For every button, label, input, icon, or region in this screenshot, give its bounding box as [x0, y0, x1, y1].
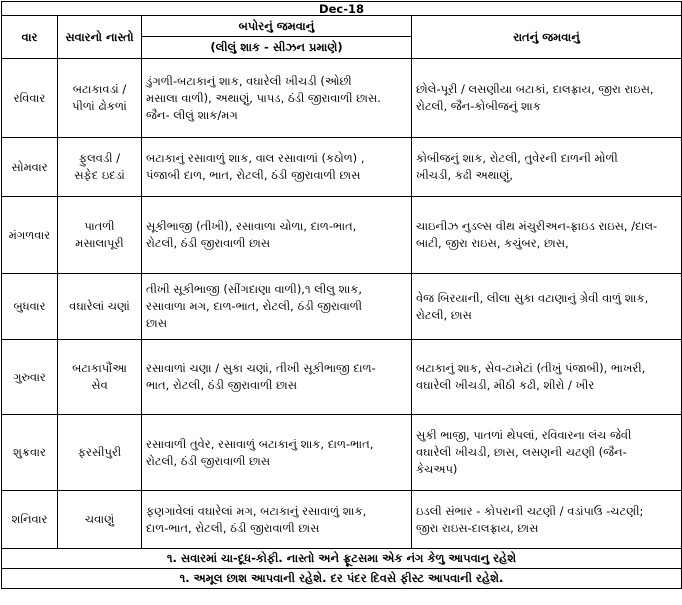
lunch-line: ફણગાવેલાં વઘારેલાં મગ, બટાકાનું રસાવાળું શાક, — [146, 503, 367, 518]
breakfast-line: સેવ — [91, 378, 108, 392]
lunch-line: બટાકાનું રસાવાળું શાક, વાલ રસાવાળાં (કઠોળ) , — [146, 151, 365, 165]
day-name: શનિવાર — [2, 491, 58, 549]
lunch-line: ડુંગળી-બટાકાનું શાક, વઘારેલી ખીચડી (ઓછી — [146, 73, 352, 88]
dinner-cell — [412, 59, 682, 138]
day-name: બુધવાર — [2, 274, 58, 340]
lunch-line: રસાવાળા મગ, દાળ-ભાત, રોટલી, ઠંડી જીરાવાળી — [146, 299, 363, 313]
dinner-cell — [412, 197, 682, 274]
dinner-line: ચાઇનીઝ નુડલ્સ વીથ મંચુરીઅન-ફ્રાઇડ રાઇસ, /દાલ- — [416, 219, 658, 233]
dinner-line: સુકી ભાજી, પાતળાં થેપલાં, રવિવારના લંચ જેવી — [416, 428, 632, 442]
lunch-cell — [142, 138, 412, 197]
title-row — [2, 2, 682, 16]
day-row-friday — [2, 415, 682, 491]
header-dinner: રાતનું જમવાનું — [412, 16, 682, 59]
breakfast-line: ફુલવડી / — [78, 151, 121, 165]
menu-table — [1, 1, 682, 589]
breakfast-line: ચવાણું — [84, 512, 115, 526]
lunch-cell — [142, 491, 412, 549]
day-name: ગુરુવાર — [2, 340, 58, 415]
dinner-line: વઘારેલી ખીચડી, છાસ, લસણની ચટણી (જૈન- — [416, 445, 627, 459]
lunch-line: સૂકીભાજી (તીખી), રસાવાળા ચોળા, દાળ-ભાત, — [146, 219, 357, 233]
day-row-thursday — [2, 340, 682, 415]
dinner-line: ખીચડી, કઢી અથાણું, — [416, 168, 514, 182]
dinner-line: બટાકાનું શાક, સેવ-ટામેટાં (તીખું પંજાબી), ભાખરી, — [416, 361, 646, 375]
dinner-line: જીરા રાઇસ-દાલફ્રાય, છાસ — [416, 520, 539, 535]
header-lunch: બપોરનું જમવાનું — [142, 16, 412, 37]
lunch-line: તીખી સૂકીભાજી (સીંગદાણા વાળી),૧ લીલુ શાક, — [146, 282, 363, 296]
lunch-line: મસાલા વાળી), અથાણું, પાપડ, ઠંડી જીરાવાળી છાસ. — [146, 90, 381, 105]
day-row-tuesday — [2, 197, 682, 274]
breakfast-cell — [58, 197, 142, 274]
breakfast-cell — [58, 340, 142, 415]
breakfast-line: પાતળી — [84, 219, 115, 233]
breakfast-cell — [58, 491, 142, 549]
breakfast-cell — [58, 59, 142, 138]
day-name: મંગળવાર — [2, 197, 58, 274]
lunch-line: રસાવાળાં ચણા / સુકા ચણાં, તીખી સૂકીભાજી દાળ- — [146, 361, 376, 375]
note-line: ૧. અમૂલ છાશ આપવાની રહેશે. દર પંદર દિવસે ફીસ્ટ આપવાની રહેશે. — [2, 569, 682, 589]
lunch-line: પંજાબી દાળ, ભાત, રોટલી, ઠંડી જીરાવાળી છાસ — [146, 168, 361, 182]
header-day: વાર — [2, 16, 58, 59]
day-row-wednesday — [2, 274, 682, 340]
dinner-cell — [412, 138, 682, 197]
dinner-line: વઘારેલી ખીચડી, મીઠી કઢી, શીરો / ખીર — [416, 378, 595, 392]
dinner-cell — [412, 340, 682, 415]
breakfast-cell — [58, 138, 142, 197]
breakfast-line: બટાકાવડાં / — [72, 82, 127, 96]
day-name: શુક્રવાર — [2, 415, 58, 491]
lunch-cell — [142, 197, 412, 274]
day-name: સોમવાર — [2, 138, 58, 197]
breakfast-cell — [58, 415, 142, 491]
dinner-cell — [412, 415, 682, 491]
month-title: Dec-18 — [2, 2, 682, 16]
note-line: ૧. સવારમાં ચા-દૂધ-કોફી. નાસ્તો અને ફ્રૂટસમા એક નંગ કેળુ આપવાનુ રહેશે — [2, 549, 682, 569]
breakfast-line: સફેદ ઇદડાં — [74, 168, 125, 182]
lunch-line: દાળ-ભાત, રોટલી, ઠંડી જીરાવાળી છાસ — [146, 520, 320, 535]
lunch-line: ભાત, રોટલી, ઠંડી જીરાવાળી છાસ — [146, 378, 298, 392]
dinner-line: કેચઅપ) — [416, 462, 458, 476]
breakfast-line: પીળાં ઢોકળાં — [72, 99, 127, 113]
lunch-cell — [142, 274, 412, 340]
dinner-line: કોબીજનું શાક, રોટલી, તુવેરની દાળની મોળી — [416, 151, 618, 165]
lunch-cell — [142, 415, 412, 491]
note-row — [2, 549, 682, 569]
header-row — [2, 16, 682, 37]
breakfast-line: ફરસીપુરી — [77, 445, 122, 459]
header-lunch-sub: (લીલું શાક - સીઝન પ્રમાણે) — [142, 37, 412, 59]
lunch-cell — [142, 340, 412, 415]
note-row — [2, 569, 682, 589]
dinner-line: રોટલી, છાસ — [416, 307, 472, 322]
dinner-cell — [412, 274, 682, 340]
header-breakfast: સવારનો નાસ્તો — [58, 16, 142, 59]
dinner-line: રોટલી, જૈન-કોબીજનું શાક — [416, 99, 541, 113]
dinner-cell — [412, 491, 682, 549]
dinner-line: છોલે-પૂરી / લસણીયા બટાકાં, દાલફ્રાય, જીરા રાઇસ, — [416, 82, 654, 96]
lunch-line: જૈન- લીલું શાક/મગ — [146, 107, 238, 122]
breakfast-line: મસાલાપૂરી — [75, 236, 124, 250]
breakfast-cell — [58, 274, 142, 340]
dinner-line: વેજ બિરયાની, લીલા સુકા વટાણાનું ગ્રેવી વાળું શાક, — [416, 290, 649, 305]
lunch-line: રોટલી, ઠંડી જીરાવાળી છાસ — [146, 453, 271, 468]
breakfast-line: વઘારેલાં ચણાં — [69, 299, 130, 313]
lunch-cell — [142, 59, 412, 138]
day-row-saturday — [2, 491, 682, 549]
day-row-monday — [2, 138, 682, 197]
day-name: રવિવાર — [2, 59, 58, 138]
lunch-line: રોટલી, ઠંડી જીરાવાળી છાસ — [146, 236, 271, 250]
lunch-line: રસાવાળી તુવેર, રસાવાળું બટાકાનું શાક, દાળ-ભાત, — [146, 436, 374, 451]
dinner-line: બાટી, જીરા રાઇસ, કચુંબર, છાસ, — [416, 236, 569, 250]
dinner-line: ઇડલી સંભાર - કોપરાની ચટણી / વડાંપાઉ -ચટણી; — [416, 503, 644, 518]
lunch-line: છાસ — [146, 316, 168, 330]
breakfast-line: બટાકાપૌંઆ — [72, 361, 127, 375]
day-row-sunday — [2, 59, 682, 138]
